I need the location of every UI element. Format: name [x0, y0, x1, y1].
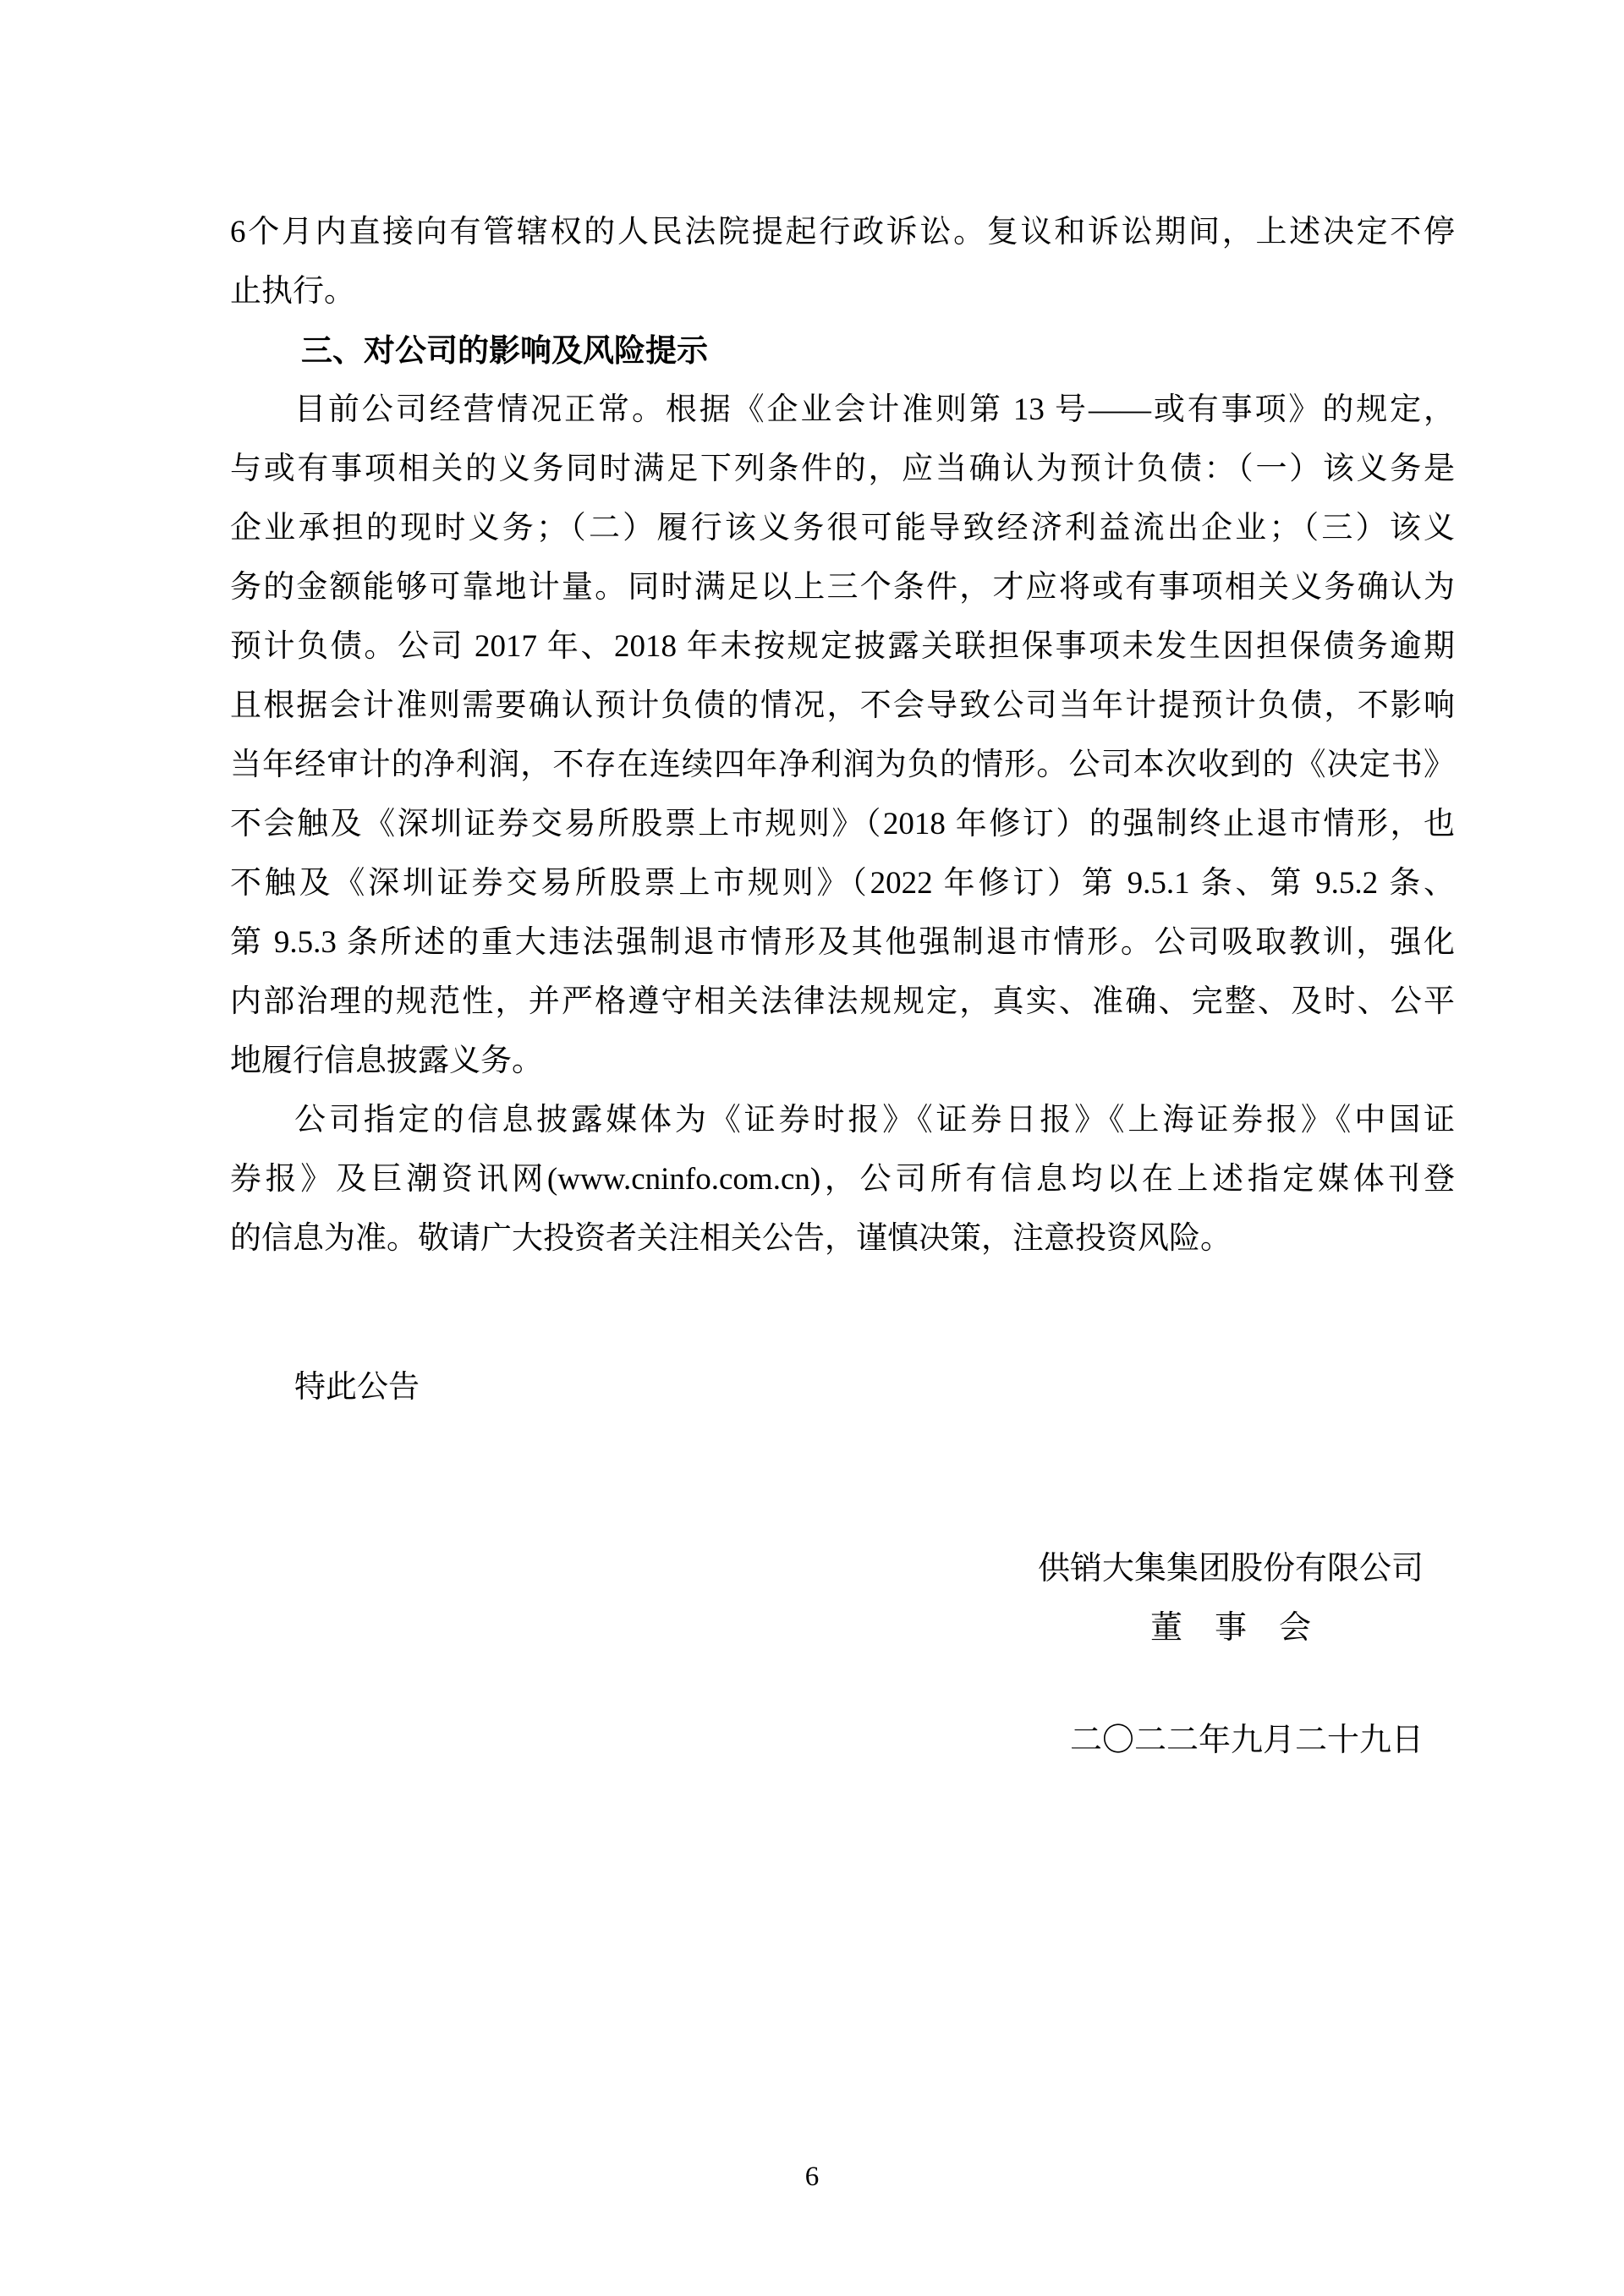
paragraph-line: 6个月内直接向有管辖权的人民法院提起行政诉讼。复议和诉讼期间，上述决定不停	[230, 215, 1455, 249]
document-body	[230, 203, 1455, 1269]
paragraph-line: 且根据会计准则需要确认预计负债的情况，不会导致公司当年计提预计负债，不影响	[230, 688, 1455, 723]
signature-date: 二〇二二年九月二十九日	[1069, 1723, 1424, 1758]
section-heading: 三、对公司的影响及风险提示	[301, 333, 708, 368]
paragraph-line: 目前公司经营情况正常。根据《企业会计准则第 13 号——或有事项》的规定，	[294, 392, 1455, 427]
paragraph-line: 第 9.5.3 条所述的重大违法强制退市情形及其他强制退市情形。公司吸取教训，强化	[230, 925, 1455, 960]
closing-statement: 特此公告	[294, 1370, 420, 1405]
signature-board: 董 事 会	[1149, 1610, 1311, 1646]
paragraph-line: 务的金额能够可靠地计量。同时满足以上三个条件，才应将或有事项相关义务确认为	[230, 570, 1455, 605]
paragraph-line: 券报》及巨潮资讯网(www.cninfo.com.cn)，公司所有信息均以在上述指定媒体刊登	[230, 1162, 1455, 1197]
paragraph-line: 止执行。	[230, 274, 355, 309]
paragraph-line: 当年经审计的净利润，不存在连续四年净利润为负的情形。公司本次收到的《决定书》	[230, 748, 1455, 782]
paragraph-line: 公司指定的信息披露媒体为《证券时报》《证券日报》《上海证券报》《中国证	[294, 1103, 1455, 1137]
page-number: 6	[804, 2162, 820, 2192]
signature-company-name: 供销大集集团股份有限公司	[1038, 1551, 1424, 1586]
paragraph-line: 与或有事项相关的义务同时满足下列条件的，应当确认为预计负债：（一）该义务是	[230, 452, 1455, 486]
paragraph-line: 内部治理的规范性，并严格遵守相关法律法规规定，真实、准确、完整、及时、公平	[230, 984, 1455, 1019]
paragraph-line: 预计负债。公司 2017 年、2018 年未按规定披露关联担保事项未发生因担保债务逾期	[230, 629, 1455, 664]
paragraph-line: 地履行信息披露义务。	[230, 1044, 543, 1078]
signature-block	[1038, 1539, 1424, 1770]
paragraph-line: 不触及《深圳证券交易所股票上市规则》（2022 年修订）第 9.5.1 条、第 9.5.2 条、	[230, 866, 1455, 901]
paragraph-line: 不会触及《深圳证券交易所股票上市规则》（2018 年修订）的强制终止退市情形，也	[230, 807, 1455, 841]
paragraph-line: 企业承担的现时义务；（二）履行该义务很可能导致经济利益流出企业；（三）该义	[230, 511, 1455, 545]
paragraph-line: 的信息为准。敬请广大投资者关注相关公告，谨慎决策，注意投资风险。	[230, 1221, 1232, 1256]
